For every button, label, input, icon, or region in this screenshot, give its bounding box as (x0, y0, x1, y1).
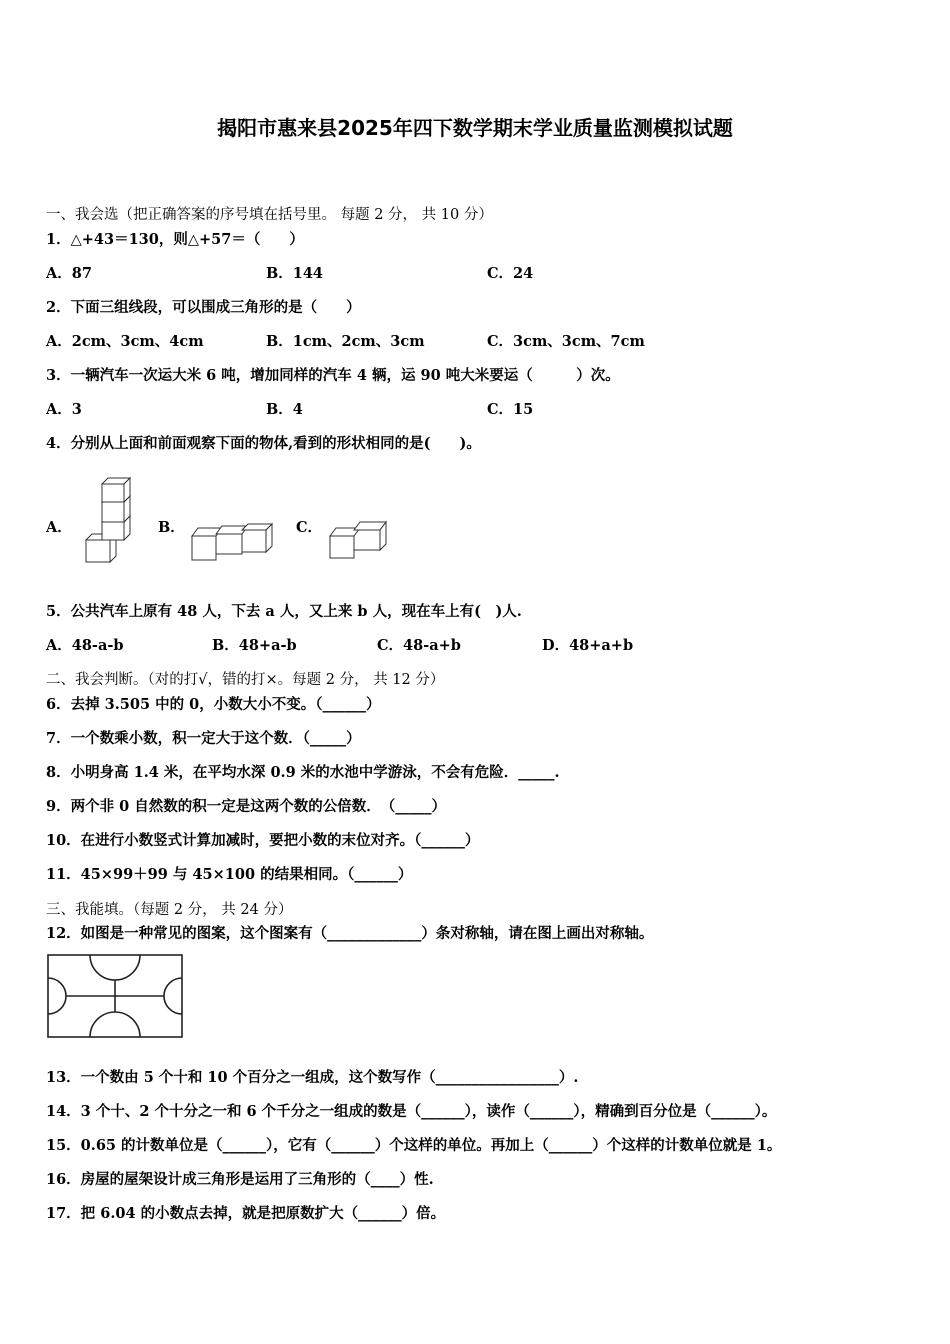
pattern-figure (46, 953, 184, 1039)
q4-option-b: B． (158, 519, 185, 536)
q5-option-c: C．48-a+b (377, 637, 461, 654)
question-15: 15．0.65 的计数单位是（______），它有（______）个这样的单位。再加上（______）个这样的计数单位就是 1。 (46, 1137, 782, 1154)
q5-option-b: B．48+a-b (212, 637, 297, 654)
cube-figure-c (326, 518, 392, 562)
question-3: 3．一辆汽车一次运大米 6 吨，增加同样的汽车 4 辆，运 90 吨大米要运（ ）次。 (46, 367, 620, 384)
question-7: 7．一个数乘小数，积一定大于这个数．（_____） (46, 730, 361, 747)
question-11: 11．45×99＋99 与 45×100 的结果相同。（______） (46, 866, 413, 883)
question-13: 13．一个数由 5 个十和 10 个百分之一组成，这个数写作（_________________）. (46, 1069, 579, 1086)
question-1: 1．△+43＝130，则△+57＝（ ） (46, 231, 304, 248)
page-title: 揭阳市惠来县2025年四下数学期末学业质量监测模拟试题 (217, 116, 733, 140)
question-9: 9．两个非 0 自然数的积一定是这两个数的公倍数． （_____） (46, 798, 447, 815)
question-14: 14．3 个十、2 个十分之一和 6 个千分之一组成的数是（______），读作（______），精确到百分位是（______）。 (46, 1103, 777, 1120)
q3-option-a: A．3 (46, 401, 82, 418)
section-2-heading: 二、我会判断。（对的打√，错的打×。每题 2 分， 共 12 分） (46, 672, 445, 688)
question-8: 8．小明身高 1.4 米，在平均水深 0.9 米的水池中学游泳，不会有危险．_____. (46, 764, 560, 781)
question-5: 5．公共汽车上原有 48 人，下去 a 人，又上来 b 人，现在车上有( )人. (46, 603, 522, 620)
q5-option-a: A．48-a-b (46, 637, 124, 654)
q2-option-b: B．1cm、2cm、3cm (266, 333, 425, 350)
q3-option-b: B．4 (266, 401, 303, 418)
question-12: 12．如图是一种常见的图案，这个图案有（_____________）条对称轴，请在图上画出对称轴。 (46, 925, 654, 942)
q2-option-a: A．2cm、3cm、4cm (46, 333, 204, 350)
question-4: 4．分别从上面和前面观察下面的物体,看到的形状相同的是( )。 (46, 435, 481, 452)
q1-option-a: A．87 (46, 265, 92, 282)
q4-option-c: C． (296, 519, 323, 536)
question-6: 6．去掉 3.505 中的 0，小数大小不变。（______） (46, 696, 381, 713)
section-1-heading: 一、我会选（把正确答案的序号填在括号里。 每题 2 分， 共 10 分） (46, 207, 493, 223)
q2-option-c: C．3cm、3cm、7cm (487, 333, 645, 350)
cube-figure-a (80, 474, 136, 564)
question-10: 10．在进行小数竖式计算加减时，要把小数的末位对齐。（______） (46, 832, 480, 849)
q3-option-c: C．15 (487, 401, 534, 418)
cube-figure-b (188, 520, 274, 564)
q5-option-d: D．48+a+b (542, 637, 634, 654)
question-16: 16．房屋的屋架设计成三角形是运用了三角形的（____）性. (46, 1171, 434, 1188)
q1-option-b: B．144 (266, 265, 324, 282)
q1-option-c: C．24 (487, 265, 534, 282)
q4-option-a: A． (46, 519, 72, 536)
section-3-heading: 三、我能填。（每题 2 分， 共 24 分） (46, 902, 293, 918)
question-17: 17．把 6.04 的小数点去掉，就是把原数扩大（______）倍。 (46, 1205, 446, 1222)
question-2: 2．下面三组线段，可以围成三角形的是（ ） (46, 299, 361, 316)
